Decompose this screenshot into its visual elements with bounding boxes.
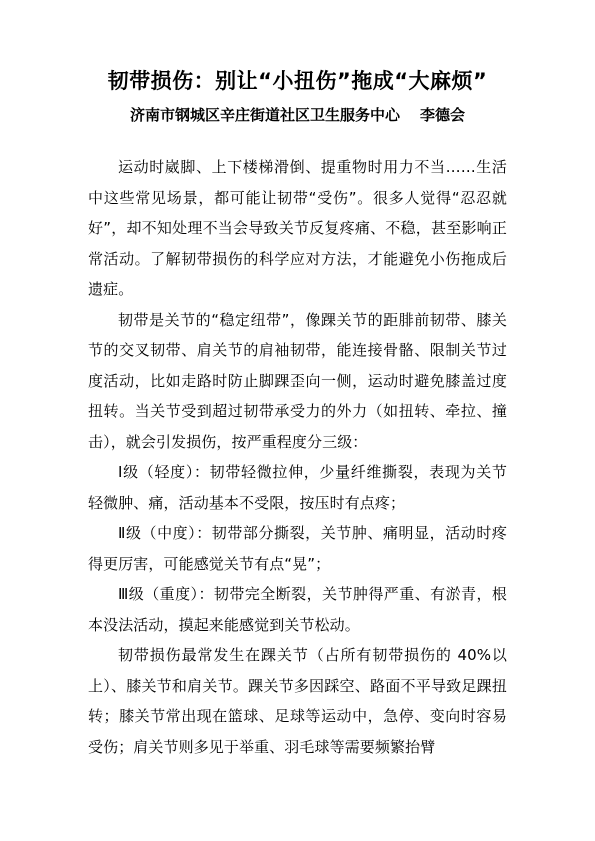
author-organization: 济南市钢城区辛庄街道社区卫生服务中心	[129, 106, 400, 124]
paragraph: Ⅲ级（重度）：韧带完全断裂，关节肿得严重、有淤青，根本没法活动，摸起来能感觉到关节松动。	[88, 585, 507, 634]
paragraph: Ⅱ级（中度）：韧带部分撕裂，关节肿、痛明显，活动时疼得更厉害，可能感觉关节有点“晃”；	[88, 524, 507, 573]
page-title: 韧带损伤：别让“小扭伤”拖成“大麻烦”	[107, 69, 488, 93]
article-body	[88, 152, 507, 762]
paragraph: 韧带损伤最常发生在踝关节（占所有韧带损伤的 40%以上）、膝关节和肩关节。踝关节多因踩空、路面不平导致足踝扭转；膝关节常出现在篮球、足球等运动中，急停、变向时容易受伤；肩关节则多见于举重、羽毛球等需要频繁抬臂	[88, 646, 507, 756]
author-name: 李德会	[420, 106, 466, 124]
byline	[0, 103, 595, 127]
paragraph: 韧带是关节的“稳定纽带”，像踝关节的距腓前韧带、膝关节的交叉韧带、肩关节的肩袖韧带，能连接骨骼、限制关节过度活动，比如走路时防止脚踝歪向一侧，运动时避免膝盖过度扭转。当关节受到超过韧带承受力的外力（如扭转、牵拉、撞击），就会引发损伤，按严重程度分三级：	[88, 310, 507, 451]
paragraph: Ⅰ级（轻度）：韧带轻微拉伸，少量纤维撕裂，表现为关节轻微肿、痛，活动基本不受限，按压时有点疼；	[88, 463, 507, 512]
paragraph: 运动时崴脚、上下楼梯滑倒、提重物时用力不当……生活中这些常见场景，都可能让韧带“受伤”。很多人觉得“忍忍就好”，却不知处理不当会导致关节反复疼痛、不稳，甚至影响正常活动。了解韧带损伤的科学应对方法，才能避免小伤拖成后遗症。	[88, 158, 507, 298]
